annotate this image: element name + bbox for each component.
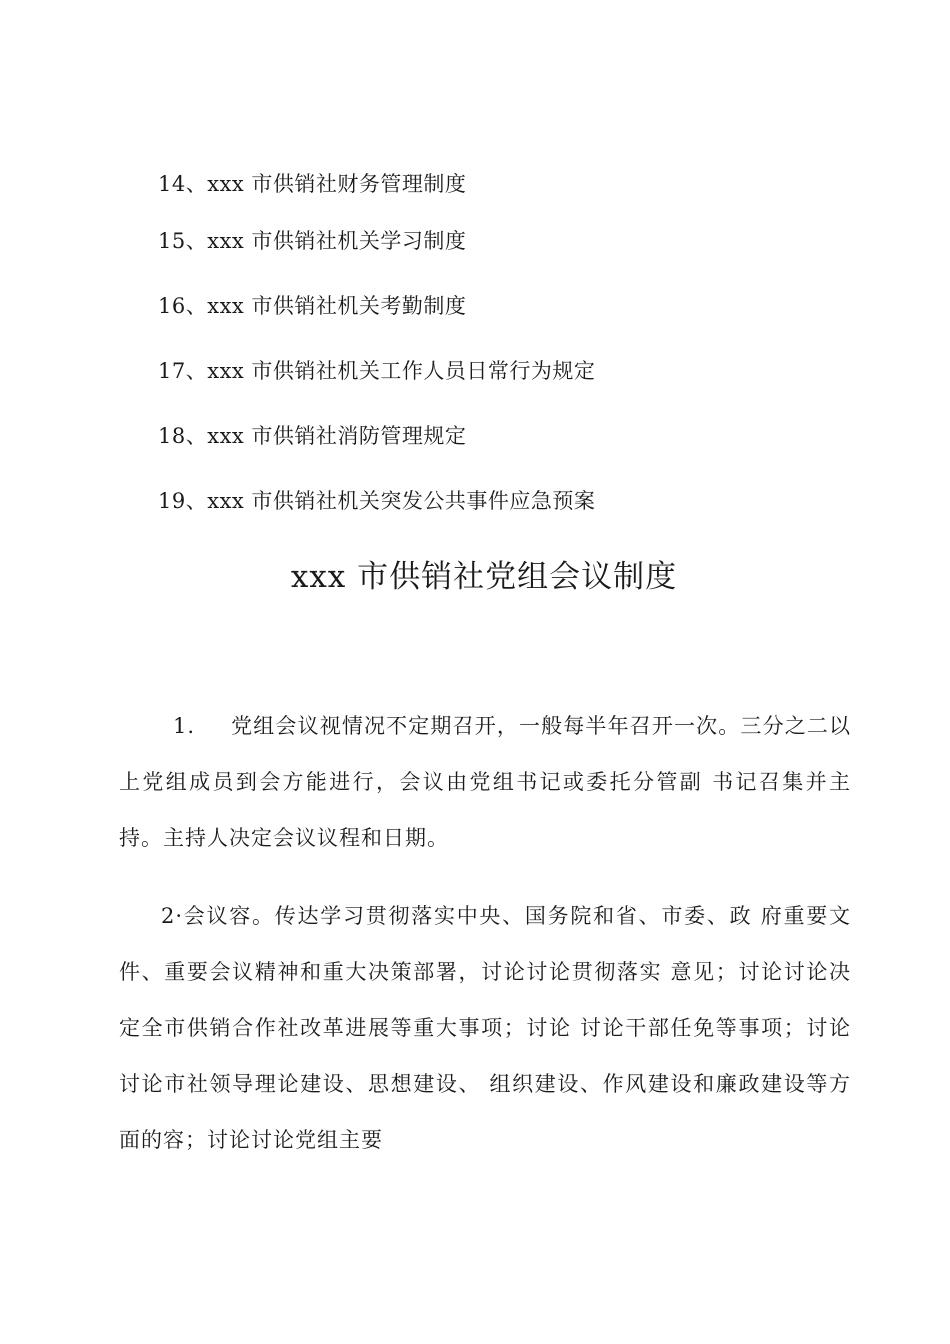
list-item-18: 18、xxx 市供销社消防管理规定 <box>158 424 467 448</box>
list-item-16: 16、xxx 市供销社机关考勤制度 <box>158 294 467 318</box>
list-item-19: 19、xxx 市供销社机关突发公共事件应急预案 <box>158 489 596 513</box>
list-item-17: 17、xxx 市供销社机关工作人员日常行为规定 <box>158 359 596 383</box>
paragraph-2-text: 2·会议容。传达学习贯彻落实中央、国务院和省、市委、政 府重要文件、重要会议精神和重大决策部署，讨论讨论贯彻落实 意见；讨论讨论决定全市供销合作社改革进展等重大事项；讨论 讨论干部任免等事项；讨论讨论市社领导理论建设、思想建设、 组织建设、作风建设和廉政建设等方面的容；讨论讨论党组主要 <box>119 904 851 1152</box>
paragraph-2 <box>119 888 851 1168</box>
paragraph-1-number: 1. <box>173 714 196 738</box>
paragraph-1 <box>119 698 851 866</box>
document-title: xxx 市供销社党组会议制度 <box>290 559 678 595</box>
paragraph-1-text: 党组会议视情况不定期召开，一般每半年召开一次。三分之二以上党组成员到会方能进行，会议由党组书记或委托分管副 书记召集并主持。主持人决定会议议程和日期。 <box>119 714 851 850</box>
list-item-14: 14、xxx 市供销社财务管理制度 <box>158 172 467 196</box>
list-item-15: 15、xxx 市供销社机关学习制度 <box>158 229 467 253</box>
